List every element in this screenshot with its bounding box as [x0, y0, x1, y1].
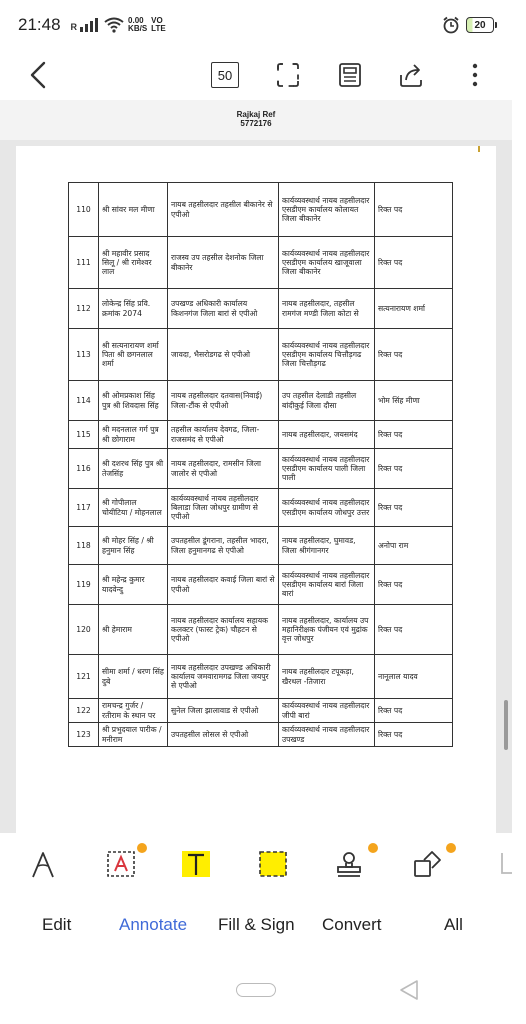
row-number-cell: 116	[69, 449, 99, 489]
employee-name-cell: श्री महावीर प्रसाद सिलू / श्री रामेश्वर लाल	[99, 237, 168, 289]
remark-cell: रिक्त पद	[375, 449, 453, 489]
new-posting-cell: कार्यव्यवस्थार्थ नायब तहसीलदार एसडीएम कार्यालय जोधपुर उत्तर	[279, 489, 375, 527]
current-posting-cell: नायब तहसीलदार कार्यालय सहायक कलक्टर (फास्ट ट्रेक) चौहटन से एपीओ	[168, 605, 279, 655]
table-row	[69, 237, 453, 289]
scrollbar-handle[interactable]	[504, 700, 508, 750]
tab-convert[interactable]: Convert	[322, 915, 382, 934]
new-posting-cell: कार्यव्यवस्थार्थ नायब तहसीलदार एसडीएम कार्यालय खाजूवाला जिला बीकानेर	[279, 237, 375, 289]
row-number-cell: 122	[69, 699, 99, 723]
table-body	[69, 183, 453, 747]
new-posting-cell: नायब तहसीलदार टपूकड़ा, खैरथल -तिजारा	[279, 655, 375, 699]
bottom-tab-bar	[0, 893, 512, 953]
row-number-cell: 120	[69, 605, 99, 655]
table-row	[69, 489, 453, 527]
tab-all[interactable]: All	[444, 915, 463, 934]
current-posting-cell: उपतहसील डूंगराना, तहसील भादरा, जिला हनुमानगढ से एपीओ	[168, 527, 279, 565]
employee-name-cell: लोकेन्द्र सिंह प्रवि. क्रमांक 2074	[99, 289, 168, 329]
remark-cell: रिक्त पद	[375, 723, 453, 747]
employee-name-cell: श्री ओमप्रकाश सिंह पुत्र श्री शिवदास सिंह	[99, 381, 168, 421]
tab-annotate[interactable]: Annotate	[119, 915, 188, 934]
new-posting-cell: कार्यव्यवस्थार्थ नायब तहसीलदार एसडीएम कार्यालय बारां जिला बारां	[279, 565, 375, 605]
annotation-tools	[0, 833, 512, 893]
employee-name-cell: श्री हेमाराम	[99, 605, 168, 655]
system-navigation-bar	[0, 953, 512, 1024]
premium-badge-icon	[446, 843, 456, 853]
status-time: 21:48	[18, 15, 61, 34]
row-number-cell: 115	[69, 421, 99, 449]
employee-name-cell: रामचन्द्र गुर्जर / रतीराम के स्थान पर	[99, 699, 168, 723]
previous-page-edge	[0, 100, 512, 140]
document-viewer[interactable]	[0, 100, 512, 833]
remark-cell: रिक्त पद	[375, 605, 453, 655]
employee-name-cell: श्री दशरथ सिंह पुत्र श्री तेजसिंह	[99, 449, 168, 489]
fullscreen-icon[interactable]	[274, 61, 302, 89]
table-row	[69, 605, 453, 655]
new-posting-cell: कार्यव्यवस्थार्थ नायब तहसीलदार जीपी बारां	[279, 699, 375, 723]
new-posting-cell: नायब तहसीलदार, तहसील रामगंज मण्डी जिला कोटा से	[279, 289, 375, 329]
row-number-cell: 112	[69, 289, 99, 329]
current-posting-cell: जावदा, भैसरोडगढ से एपीओ	[168, 329, 279, 381]
tab-fill-sign[interactable]: Fill & Sign	[218, 915, 295, 934]
page-header-ref	[237, 110, 276, 128]
remark-cell: रिक्त पद	[375, 699, 453, 723]
new-posting-cell: कार्यव्यवस्थार्थ नायब तहसीलदार एसडीएम कार्यालय पाली जिला पाली	[279, 449, 375, 489]
alarm-icon	[442, 16, 460, 34]
tab-edit[interactable]: Edit	[42, 915, 72, 934]
premium-badge-icon	[368, 843, 378, 853]
current-posting-cell: कार्यव्यवस्थार्थ नायब तहसीलदार बिलाडा जिला जोधपुर ग्रामीण से एपीओ	[168, 489, 279, 527]
employee-name-cell: श्री सत्यनारायण शर्मा पिता श्री छगनलाल शर्मा	[99, 329, 168, 381]
signal-group	[71, 18, 99, 32]
current-posting-cell: नायब तहसीलदार दतवास(निवाई) जिला-टौंक से एपीओ	[168, 381, 279, 421]
table-row	[69, 183, 453, 237]
header-ref-label: Rajkaj Ref	[236, 110, 276, 119]
more-options-icon[interactable]	[461, 61, 489, 89]
premium-badge-icon	[137, 843, 147, 853]
back-arrow-icon[interactable]	[26, 60, 52, 90]
text-box-icon[interactable]	[106, 849, 136, 879]
table-row	[69, 449, 453, 489]
remark-cell: रिक्त पद	[375, 565, 453, 605]
row-number-cell: 119	[69, 565, 99, 605]
table-row	[69, 655, 453, 699]
employee-name-cell: श्री मदनलाल गर्ग पुत्र श्री छोगाराम	[99, 421, 168, 449]
remark-cell: भोम सिंह मीणा	[375, 381, 453, 421]
row-number-cell: 111	[69, 237, 99, 289]
volte-top: VO	[151, 16, 163, 25]
nav-back-icon[interactable]	[398, 979, 420, 1001]
battery-icon: 20	[466, 17, 494, 33]
current-posting-cell: राजस्व उप तहसील देशनोक जिला बीकानेर	[168, 237, 279, 289]
row-number-cell: 113	[69, 329, 99, 381]
roaming-indicator: R	[70, 22, 78, 32]
speed-unit: KB/S	[128, 24, 148, 33]
remark-cell: रिक्त पद	[375, 421, 453, 449]
row-number-cell: 123	[69, 723, 99, 747]
pen-icon[interactable]	[28, 849, 58, 879]
volte-indicator	[151, 17, 166, 33]
page-count-button[interactable]: 50	[211, 62, 239, 88]
signal-icon	[80, 18, 98, 32]
employee-name-cell: श्री महेन्द्र कुमार यादवेन्दु	[99, 565, 168, 605]
volte-bottom: LTE	[151, 24, 166, 33]
remark-cell: रिक्त पद	[375, 183, 453, 237]
table-row	[69, 565, 453, 605]
shapes-icon[interactable]	[412, 849, 442, 879]
employee-name-cell: श्री प्रभुदयाल पारीक / मनीराम	[99, 723, 168, 747]
new-posting-cell: कार्यव्यवस्थार्थ नायब तहसीलदार एसडीएम कार्यालय चित्तौड़गढ जिला चित्तौड़गढ	[279, 329, 375, 381]
row-number-cell: 117	[69, 489, 99, 527]
row-number-cell: 114	[69, 381, 99, 421]
new-posting-cell: नायब तहसीलदार, कार्यालय उप महानिरीक्षक पंजीयन एवं मुद्रांक वृत्त जोधपुर	[279, 605, 375, 655]
new-posting-cell: कार्यव्यवस्थार्थ नायब तहसीलदार एसडीएम कार्यालय कोलायत जिला बीकानेर	[279, 183, 375, 237]
home-pill-button[interactable]	[236, 983, 276, 997]
stamp-icon[interactable]	[334, 849, 364, 879]
remark-cell: अनोपा राम	[375, 527, 453, 565]
area-highlight-icon[interactable]	[258, 849, 288, 879]
current-posting-cell: नायब तहसीलदार, रामसीन जिला जालोर से एपीओ	[168, 449, 279, 489]
status-bar	[0, 0, 512, 50]
current-posting-cell: उपखण्ड अधिकारी कार्यालय किशनगंज जिला बारां से एपीओ	[168, 289, 279, 329]
table-row	[69, 381, 453, 421]
current-posting-cell: नायब तहसीलदार कवाई जिला बारां से एपीओ	[168, 565, 279, 605]
current-posting-cell: सुनेल जिला झालावाड से एपीओ	[168, 699, 279, 723]
overflow-tool-icon[interactable]	[496, 849, 526, 879]
employee-name-cell: श्री सांवर मल मीणा	[99, 183, 168, 237]
current-posting-cell: नायब तहसीलदार तहसील बीकानेर से एपीओ	[168, 183, 279, 237]
network-speed	[128, 17, 147, 33]
remark-cell: रिक्त पद	[375, 489, 453, 527]
table-row	[69, 723, 453, 747]
remark-cell: रिक्त पद	[375, 237, 453, 289]
page-marker	[478, 146, 480, 152]
row-number-cell: 121	[69, 655, 99, 699]
text-highlight-icon[interactable]	[181, 849, 211, 879]
header-ref-number: 5772176	[240, 119, 272, 128]
employee-name-cell: सीमा शर्मा / धरण सिंह दुबे	[99, 655, 168, 699]
wifi-icon	[104, 17, 124, 33]
employee-name-cell: श्री मोहर सिंह / श्री हनुमान सिंह	[99, 527, 168, 565]
current-posting-cell: नायब तहसीलदार उपखण्ड अधिकारी कार्यालय जमवारामगढ जिला जयपुर से एपीओ	[168, 655, 279, 699]
reading-mode-icon[interactable]	[336, 61, 364, 89]
new-posting-cell: उप तहसील देलाडी तहसील बांदीकुई जिला दौसा	[279, 381, 375, 421]
row-number-cell: 110	[69, 183, 99, 237]
share-icon[interactable]	[397, 61, 425, 89]
row-number-cell: 118	[69, 527, 99, 565]
table-row	[69, 329, 453, 381]
remark-cell: नानूलाल यादव	[375, 655, 453, 699]
table-row	[69, 421, 453, 449]
transfer-table	[68, 182, 453, 747]
document-page	[16, 146, 496, 836]
remark-cell: रिक्त पद	[375, 329, 453, 381]
current-posting-cell: उपतहसील लोसल से एपीओ	[168, 723, 279, 747]
current-posting-cell: तहसील कार्यालय देवगढ, जिला-राजसमंद से एपीओ	[168, 421, 279, 449]
new-posting-cell: नायब तहसीलदार, घुमावड, जिला श्रीगंगानगर	[279, 527, 375, 565]
remark-cell: सत्यनारायण शर्मा	[375, 289, 453, 329]
table-row	[69, 289, 453, 329]
table-row	[69, 699, 453, 723]
employee-name-cell: श्री गोपीलाल चोयीटिया / मोहनलाल	[99, 489, 168, 527]
status-right	[442, 16, 494, 34]
document-toolbar	[0, 50, 512, 100]
new-posting-cell: नायब तहसीलदार, जयसमंद	[279, 421, 375, 449]
table-row	[69, 527, 453, 565]
new-posting-cell: कार्यव्यवस्थार्थ नायब तहसीलदार उपखण्ड	[279, 723, 375, 747]
speed-value: 0.00	[128, 16, 144, 25]
